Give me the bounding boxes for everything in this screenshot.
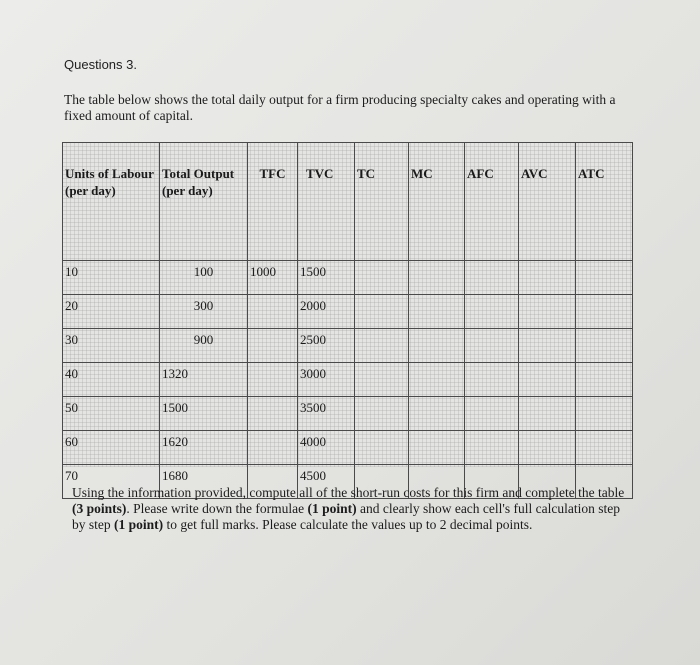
cell-labour: 50 <box>63 397 160 431</box>
header-tfc: TFC <box>248 143 298 261</box>
cell-labour: 30 <box>63 329 160 363</box>
cell-labour: 40 <box>63 363 160 397</box>
cell-labour: 10 <box>63 261 160 295</box>
cell-tc <box>355 295 409 329</box>
points-calculation: (1 point) <box>114 517 164 532</box>
cell-tc <box>355 329 409 363</box>
cell-afc <box>465 329 519 363</box>
cell-tc <box>355 363 409 397</box>
cell-avc <box>519 363 576 397</box>
cell-tfc <box>248 363 298 397</box>
table-row <box>63 431 633 465</box>
header-atc: ATC <box>576 143 633 261</box>
cell-tc <box>355 431 409 465</box>
cell-afc <box>465 295 519 329</box>
table-header-row <box>63 143 633 261</box>
cell-tc <box>355 397 409 431</box>
cell-tc <box>355 261 409 295</box>
cell-mc <box>409 431 465 465</box>
points-formulae: (1 point) <box>307 501 357 516</box>
cell-output: 1620 <box>160 431 248 465</box>
header-labour: Units of Labour (per day) <box>63 143 160 261</box>
instructions-part-2: . Please write down the formulae <box>126 501 308 516</box>
cell-mc <box>409 363 465 397</box>
cell-afc <box>465 261 519 295</box>
cell-atc <box>576 261 633 295</box>
header-avc: AVC <box>519 143 576 261</box>
instructions-part-3: and clearly show each cell's full calculation step by step <box>72 501 620 532</box>
cell-tvc: 1500 <box>298 261 355 295</box>
cost-table <box>62 142 633 499</box>
cell-labour: 20 <box>63 295 160 329</box>
cell-tfc <box>248 431 298 465</box>
table-row <box>63 363 633 397</box>
question-heading: Questions 3. <box>64 57 137 72</box>
cell-atc <box>576 431 633 465</box>
cost-table-container <box>62 142 632 483</box>
instructions-part-1: Using the information provided, compute all of the short-run costs for this firm and complete the table <box>72 485 625 500</box>
header-output: Total Output (per day) <box>160 143 248 261</box>
cell-avc <box>519 397 576 431</box>
cell-mc <box>409 329 465 363</box>
points-table: (3 points) <box>72 501 127 516</box>
header-afc: AFC <box>465 143 519 261</box>
cell-atc <box>576 397 633 431</box>
cell-tvc: 3000 <box>298 363 355 397</box>
question-intro: The table below shows the total daily output for a firm producing specialty cakes and operating with a fixed amount of capital. <box>64 92 616 123</box>
instructions-text <box>72 485 632 533</box>
cell-atc <box>576 329 633 363</box>
cell-tfc <box>248 329 298 363</box>
cell-tvc: 3500 <box>298 397 355 431</box>
cell-atc <box>576 295 633 329</box>
cell-afc <box>465 397 519 431</box>
instructions-part-4: to get full marks. Please calculate the values up to 2 decimal points. <box>163 517 533 532</box>
table-row <box>63 261 633 295</box>
cell-tvc: 4500 <box>298 465 355 499</box>
cell-avc <box>519 329 576 363</box>
cell-tvc: 4000 <box>298 431 355 465</box>
table-row <box>63 397 633 431</box>
header-tc: TC <box>355 143 409 261</box>
cell-output: 1680 <box>160 465 248 499</box>
cell-avc <box>519 295 576 329</box>
cell-avc <box>519 261 576 295</box>
cell-output: 100 <box>160 261 248 295</box>
header-tvc: TVC <box>298 143 355 261</box>
header-mc: MC <box>409 143 465 261</box>
cell-tvc: 2000 <box>298 295 355 329</box>
cell-tfc <box>248 397 298 431</box>
cell-atc <box>576 363 633 397</box>
table-row <box>63 295 633 329</box>
cell-output: 1500 <box>160 397 248 431</box>
cell-mc <box>409 295 465 329</box>
cell-output: 1320 <box>160 363 248 397</box>
cell-labour: 70 <box>63 465 160 499</box>
cell-tfc <box>248 295 298 329</box>
cell-mc <box>409 397 465 431</box>
cell-tvc: 2500 <box>298 329 355 363</box>
cell-afc <box>465 363 519 397</box>
cell-output: 300 <box>160 295 248 329</box>
cell-avc <box>519 431 576 465</box>
cell-tfc: 1000 <box>248 261 298 295</box>
cell-afc <box>465 431 519 465</box>
cell-output: 900 <box>160 329 248 363</box>
cell-labour: 60 <box>63 431 160 465</box>
table-row <box>63 329 633 363</box>
cell-mc <box>409 261 465 295</box>
